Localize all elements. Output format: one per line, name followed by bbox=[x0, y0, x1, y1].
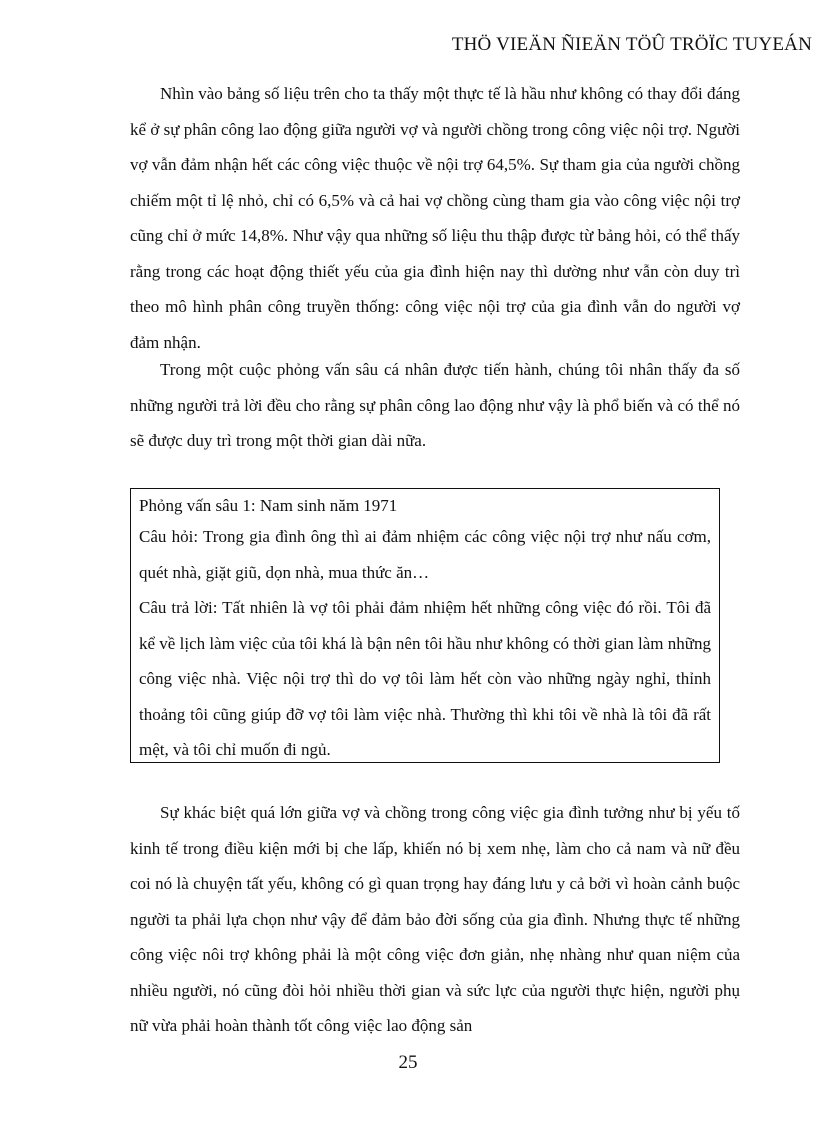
page-header: THÖ VIEÄN ÑIEÄN TÖÛ TRÖÏC TUYEÁN bbox=[451, 34, 812, 55]
body-paragraph-1: Nhìn vào bảng số liệu trên cho ta thấy một thực tế là hầu như không có thay đổi đáng kể ở sự phân công lao động giữa người vợ và người chồng trong công việc nội trợ. Người vợ vẫn đảm nhận hết các công việc thuộc về nội trợ 64,5%. Sự tham gia của người chồng chiếm một tỉ lệ nhỏ, chỉ có 6,5% và cả hai vợ chồng cùng tham gia vào công việc nội trợ cũng chỉ ở mức 14,8%. Như vậy qua những số liệu thu thập được từ bảng hỏi, có thể thấy rằng trong các hoạt động thiết yếu của gia đình hiện nay thì dường như vẫn còn duy trì theo mô hình phân công truyền thống: công việc nội trợ của gia đình vẫn do người vợ đảm nhận. bbox=[130, 84, 740, 352]
page-number: 25 bbox=[398, 1052, 418, 1073]
interview-title: Phỏng vấn sâu 1: Nam sinh năm 1971 bbox=[139, 496, 398, 515]
interview-box bbox=[130, 488, 720, 763]
body-paragraph-3: Sự khác biệt quá lớn giữa vợ và chồng trong công việc gia đình tưởng như bị yếu tố kinh tế trong điều kiện mới bị che lấp, khiến nó bị xem nhẹ, làm cho cả nam và nữ đều coi nó là chuyện tất yếu, không có gì quan trọng hay đáng lưu y cả bởi vì hoàn cảnh buộc người ta phải lựa chọn như vậy để đảm bảo đời sống của gia đình. Nhưng thực tế những công việc nôi trợ không phải là một công việc đơn giản, nhẹ nhàng như quan niệm của nhiều người, nó cũng đòi hỏi nhiều thời gian và sức lực của người thực hiện, người phụ nữ vừa phải hoàn thành tốt công việc lao động sản bbox=[130, 803, 740, 1035]
interview-answer: Câu trả lời: Tất nhiên là vợ tôi phải đảm nhiệm hết những công việc đó rồi. Tôi đã kể về lịch làm việc của tôi khá là bận nên tôi hầu như không có thời gian làm những công việc nhà. Việc nội trợ thì do vợ tôi làm hết còn vào những ngày nghỉ, thỉnh thoảng tôi cũng giúp đỡ vợ tôi làm việc nhà. Thường thì khi tôi về nhà là tôi đã rất mệt, và tôi chỉ muốn đi ngủ. bbox=[139, 598, 711, 759]
interview-question: Câu hỏi: Trong gia đình ông thì ai đảm nhiệm các công việc nội trợ như nấu cơm, quét nhà, giặt giũ, dọn nhà, mua thức ăn… bbox=[139, 527, 711, 582]
body-paragraph-2: Trong một cuộc phỏng vấn sâu cá nhân được tiến hành, chúng tôi nhân thấy đa số những người trả lời đều cho rằng sự phân công lao động như vậy là phổ biến và có thể nó sẽ được duy trì trong một thời gian dài nữa. bbox=[130, 360, 740, 450]
